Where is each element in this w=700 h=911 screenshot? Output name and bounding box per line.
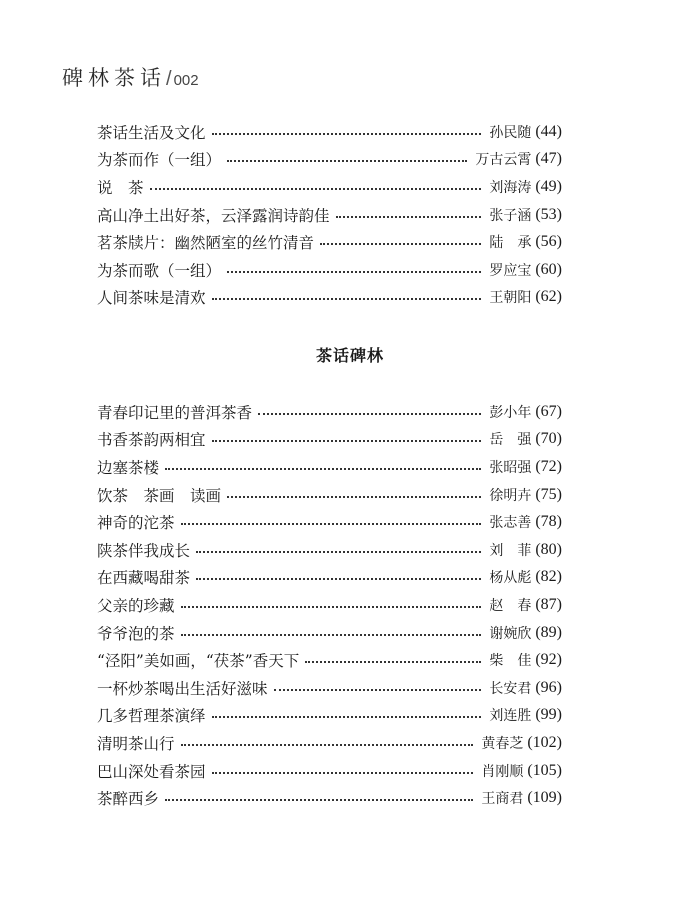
toc-entry-title: 饮茶 茶画 读画 xyxy=(97,486,222,505)
toc-entry xyxy=(97,508,562,536)
header-separator: / xyxy=(166,68,172,90)
toc-entry xyxy=(97,784,562,812)
toc-entry-author: 王朝阳 xyxy=(489,290,532,307)
toc-entry-page: (96) xyxy=(535,678,562,696)
toc-entry-author: 陆 承 xyxy=(489,235,532,252)
toc-entry xyxy=(97,201,562,229)
dot-leader xyxy=(258,413,481,415)
toc-entry-title: 为茶而歌（一组） xyxy=(97,261,222,280)
toc-entry xyxy=(97,173,562,201)
toc-entry-page: (75) xyxy=(535,485,562,503)
toc-entry xyxy=(97,757,562,785)
toc-entry-author: 赵 春 xyxy=(489,597,532,614)
toc-entry xyxy=(97,591,562,619)
dot-leader xyxy=(227,271,481,273)
toc-entry-title: 边塞茶楼 xyxy=(97,458,160,477)
toc-entry-title: 为茶而作（一组） xyxy=(97,151,222,170)
toc-entry-author: 岳 强 xyxy=(489,432,532,449)
toc-entry xyxy=(97,256,562,284)
toc-entry-title: 书香茶韵两相宜 xyxy=(97,431,206,450)
toc-entry-title: 说 茶 xyxy=(97,178,144,197)
toc-entry-page: (87) xyxy=(535,595,562,613)
toc-entry-author: 刘 菲 xyxy=(489,542,532,559)
toc-entry xyxy=(97,284,562,312)
dot-leader xyxy=(320,243,481,245)
toc-entry-page: (105) xyxy=(527,761,562,779)
toc-entry-author: 万古云霄 xyxy=(475,152,532,169)
toc-entry-title: 陕茶伴我成长 xyxy=(97,541,191,560)
toc-entry xyxy=(97,453,562,481)
toc-entry xyxy=(97,674,562,702)
toc-entry-page: (78) xyxy=(535,513,562,531)
dot-leader xyxy=(196,578,481,580)
toc-entry-page: (70) xyxy=(535,430,562,448)
dot-leader xyxy=(165,468,481,470)
dot-leader xyxy=(165,799,473,801)
dot-leader xyxy=(274,689,482,691)
dot-leader xyxy=(181,523,482,525)
dot-leader xyxy=(227,160,467,162)
dot-leader xyxy=(181,606,482,608)
toc-entry xyxy=(97,702,562,730)
toc-entry xyxy=(97,729,562,757)
toc-entry-author: 肖刚顺 xyxy=(481,763,524,780)
toc-entry-author: 徐明卉 xyxy=(489,487,532,504)
toc-entry xyxy=(97,564,562,592)
toc-entry-page: (82) xyxy=(535,568,562,586)
toc-entry-author: 王商君 xyxy=(481,791,524,808)
toc-entry-page: (53) xyxy=(535,205,562,223)
toc-entry-page: (67) xyxy=(535,402,562,420)
toc-entry-title: 茗茶牍片：幽然陋室的丝竹清音 xyxy=(97,234,315,253)
toc-entry xyxy=(97,481,562,509)
toc-entry-page: (47) xyxy=(535,150,562,168)
toc-entry xyxy=(97,228,562,256)
toc-entry-title: 在西藏喝甜茶 xyxy=(97,569,191,588)
toc-entry-author: 张志善 xyxy=(489,515,532,532)
toc-entry-page: (102) xyxy=(527,733,562,751)
toc-entry-title: 人间茶味是清欢 xyxy=(97,289,206,308)
toc-entry xyxy=(97,398,562,426)
page-number: 002 xyxy=(173,72,199,89)
section-heading: 茶话碑林 xyxy=(315,346,384,365)
dot-leader xyxy=(212,772,474,774)
toc-entry-author: 张子涵 xyxy=(489,207,532,224)
toc-entry-page: (80) xyxy=(535,540,562,558)
dot-leader xyxy=(181,634,482,636)
toc-entry-page: (49) xyxy=(535,177,562,195)
toc-entry-page: (99) xyxy=(535,706,562,724)
toc-entry-title: “泾阳”美如画，“茯茶”香天下 xyxy=(97,652,300,671)
toc-entry-title: 青春印记里的普洱茶香 xyxy=(97,403,253,422)
toc-list-part-2 xyxy=(97,398,562,812)
toc-entry-page: (62) xyxy=(535,288,562,306)
toc-entry-page: (56) xyxy=(535,233,562,251)
toc-entry-title: 神奇的沱茶 xyxy=(97,514,175,533)
toc-entry-author: 杨从彪 xyxy=(489,570,532,587)
toc-entry-title: 一杯炒茶喝出生活好滋味 xyxy=(97,679,268,698)
toc-entry-author: 黄春芝 xyxy=(481,735,524,752)
dot-leader xyxy=(336,216,482,218)
toc-entry-author: 谢婉欣 xyxy=(489,625,532,642)
toc-entry-author: 柴 佳 xyxy=(489,653,532,670)
dot-leader xyxy=(212,716,482,718)
toc-entry-title: 高山净土出好茶，云泽露润诗韵佳 xyxy=(97,206,330,225)
toc-entry-title: 几多哲理茶演绎 xyxy=(97,707,206,726)
toc-entry-page: (92) xyxy=(535,651,562,669)
toc-entry xyxy=(97,146,562,174)
toc-entry xyxy=(97,646,562,674)
toc-entry-page: (44) xyxy=(535,122,562,140)
toc-list-part-1 xyxy=(97,118,562,311)
toc-entry-page: (109) xyxy=(527,789,562,807)
toc-entry-author: 刘连胜 xyxy=(489,708,532,725)
toc-entry-page: (89) xyxy=(535,623,562,641)
toc-entry-author: 张昭强 xyxy=(489,459,532,476)
toc-entry-title: 爷爷泡的茶 xyxy=(97,624,175,643)
toc-entry-author: 孙民随 xyxy=(489,124,532,141)
running-header xyxy=(62,62,199,92)
dot-leader xyxy=(227,496,481,498)
toc-entry-author: 长安君 xyxy=(489,680,532,697)
dot-leader xyxy=(150,188,482,190)
toc-entry-page: (72) xyxy=(535,457,562,475)
dot-leader xyxy=(305,661,481,663)
toc-entry xyxy=(97,118,562,146)
toc-entry xyxy=(97,619,562,647)
toc-entry-page: (60) xyxy=(535,260,562,278)
dot-leader xyxy=(212,298,482,300)
dot-leader xyxy=(181,744,474,746)
dot-leader xyxy=(212,440,482,442)
toc-entry-author: 彭小年 xyxy=(489,404,532,421)
toc-entry-title: 茶话生活及文化 xyxy=(97,123,206,142)
dot-leader xyxy=(196,551,481,553)
toc-entry xyxy=(97,536,562,564)
dot-leader xyxy=(212,133,482,135)
toc-entry xyxy=(97,426,562,454)
toc-entry-title: 清明茶山行 xyxy=(97,734,175,753)
toc-entry-author: 刘海涛 xyxy=(489,179,532,196)
toc-entry-title: 父亲的珍藏 xyxy=(97,596,175,615)
toc-entry-title: 巴山深处看茶园 xyxy=(97,762,206,781)
toc-entry-author: 罗应宝 xyxy=(489,262,532,279)
toc-entry-title: 茶醉西乡 xyxy=(97,790,160,809)
book-title: 碑林茶话 xyxy=(62,66,166,90)
